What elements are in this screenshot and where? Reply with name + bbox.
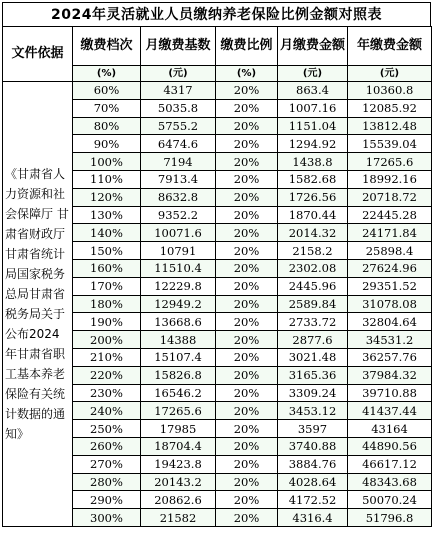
header-tier: 缴费档次	[73, 27, 141, 66]
cell-tier: 100%	[73, 153, 141, 171]
cell-tier: 120%	[73, 188, 141, 206]
cell-yearly: 31078.08	[348, 295, 432, 313]
cell-base: 10791	[141, 242, 216, 260]
cell-base: 7913.4	[141, 170, 216, 188]
cell-ratio: 20%	[216, 117, 278, 135]
cell-yearly: 44890.56	[348, 437, 432, 455]
cell-base: 17265.6	[141, 402, 216, 420]
header-ratio: 缴费比例	[216, 27, 278, 66]
cell-monthly: 2302.08	[278, 259, 348, 277]
cell-base: 7194	[141, 153, 216, 171]
cell-base: 5035.8	[141, 99, 216, 117]
table-body	[3, 82, 432, 527]
cell-ratio: 20%	[216, 153, 278, 171]
cell-base: 15826.8	[141, 366, 216, 384]
cell-base: 10071.6	[141, 224, 216, 242]
cell-monthly: 1726.56	[278, 188, 348, 206]
cell-yearly: 15539.04	[348, 135, 432, 153]
cell-ratio: 20%	[216, 259, 278, 277]
cell-tier: 170%	[73, 277, 141, 295]
cell-monthly: 863.4	[278, 82, 348, 100]
header-row	[3, 27, 432, 66]
cell-monthly: 1438.8	[278, 153, 348, 171]
cell-base: 13668.6	[141, 313, 216, 331]
cell-monthly: 1294.92	[278, 135, 348, 153]
cell-base: 21582	[141, 509, 216, 527]
cell-tier: 210%	[73, 348, 141, 366]
cell-base: 20862.6	[141, 491, 216, 509]
cell-ratio: 20%	[216, 170, 278, 188]
cell-base: 11510.4	[141, 259, 216, 277]
cell-tier: 150%	[73, 242, 141, 260]
cell-ratio: 20%	[216, 402, 278, 420]
cell-yearly: 41437.44	[348, 402, 432, 420]
cell-monthly: 2733.72	[278, 313, 348, 331]
cell-base: 4317	[141, 82, 216, 100]
cell-tier: 60%	[73, 82, 141, 100]
cell-tier: 290%	[73, 491, 141, 509]
cell-monthly: 4028.64	[278, 473, 348, 491]
cell-yearly: 22445.28	[348, 206, 432, 224]
cell-monthly: 1007.16	[278, 99, 348, 117]
cell-base: 16546.2	[141, 384, 216, 402]
cell-tier: 160%	[73, 259, 141, 277]
cell-tier: 230%	[73, 384, 141, 402]
cell-tier: 200%	[73, 331, 141, 349]
cell-monthly: 2445.96	[278, 277, 348, 295]
cell-monthly: 3884.76	[278, 455, 348, 473]
cell-base: 5755.2	[141, 117, 216, 135]
cell-ratio: 20%	[216, 242, 278, 260]
cell-monthly: 3453.12	[278, 402, 348, 420]
cell-yearly: 39710.88	[348, 384, 432, 402]
cell-tier: 180%	[73, 295, 141, 313]
cell-tier: 190%	[73, 313, 141, 331]
cell-ratio: 20%	[216, 491, 278, 509]
cell-tier: 80%	[73, 117, 141, 135]
cell-ratio: 20%	[216, 206, 278, 224]
cell-base: 12229.8	[141, 277, 216, 295]
table-title: 2024年灵活就业人员缴纳养老保险比例金额对照表	[2, 2, 431, 26]
cell-ratio: 20%	[216, 366, 278, 384]
cell-ratio: 20%	[216, 509, 278, 527]
cell-ratio: 20%	[216, 295, 278, 313]
cell-monthly: 1870.44	[278, 206, 348, 224]
cell-base: 9352.2	[141, 206, 216, 224]
cell-ratio: 20%	[216, 473, 278, 491]
cell-tier: 130%	[73, 206, 141, 224]
cell-yearly: 37984.32	[348, 366, 432, 384]
cell-yearly: 27624.96	[348, 259, 432, 277]
cell-base: 8632.8	[141, 188, 216, 206]
cell-tier: 240%	[73, 402, 141, 420]
cell-tier: 250%	[73, 420, 141, 438]
cell-ratio: 20%	[216, 384, 278, 402]
cell-yearly: 36257.76	[348, 348, 432, 366]
cell-monthly: 2158.2	[278, 242, 348, 260]
cell-ratio: 20%	[216, 135, 278, 153]
cell-yearly: 51796.8	[348, 509, 432, 527]
cell-yearly: 24171.84	[348, 224, 432, 242]
table-row	[3, 82, 432, 100]
header-base: 月缴费基数	[141, 27, 216, 66]
basis-document-cell: 《甘肃省人力资源和社会保障厅 甘肃省财政厅 甘肃省统计局国家税务总局甘肃省税务局关于公布2024年甘肃省职工基本养老保险有关统计数据的通知》	[3, 82, 73, 527]
header-monthly: 月缴费金额	[278, 27, 348, 66]
cell-yearly: 32804.64	[348, 313, 432, 331]
header-yearly: 年缴费金额	[348, 27, 432, 66]
unit-monthly: (元)	[278, 66, 348, 82]
cell-monthly: 3021.48	[278, 348, 348, 366]
cell-tier: 220%	[73, 366, 141, 384]
cell-ratio: 20%	[216, 277, 278, 295]
cell-ratio: 20%	[216, 224, 278, 242]
cell-yearly: 29351.52	[348, 277, 432, 295]
cell-monthly: 3740.88	[278, 437, 348, 455]
cell-base: 15107.4	[141, 348, 216, 366]
cell-yearly: 25898.4	[348, 242, 432, 260]
cell-tier: 270%	[73, 455, 141, 473]
cell-monthly: 3309.24	[278, 384, 348, 402]
cell-tier: 90%	[73, 135, 141, 153]
unit-tier: (%)	[73, 66, 141, 82]
cell-ratio: 20%	[216, 420, 278, 438]
cell-monthly: 3597	[278, 420, 348, 438]
cell-ratio: 20%	[216, 99, 278, 117]
unit-yearly: (元)	[348, 66, 432, 82]
cell-monthly: 2877.6	[278, 331, 348, 349]
cell-yearly: 10360.8	[348, 82, 432, 100]
cell-ratio: 20%	[216, 331, 278, 349]
cell-yearly: 17265.6	[348, 153, 432, 171]
cell-yearly: 50070.24	[348, 491, 432, 509]
cell-monthly: 1151.04	[278, 117, 348, 135]
cell-yearly: 13812.48	[348, 117, 432, 135]
cell-monthly: 1582.68	[278, 170, 348, 188]
cell-tier: 300%	[73, 509, 141, 527]
cell-monthly: 3165.36	[278, 366, 348, 384]
cell-ratio: 20%	[216, 188, 278, 206]
unit-base: (元)	[141, 66, 216, 82]
cell-monthly: 2589.84	[278, 295, 348, 313]
cell-tier: 280%	[73, 473, 141, 491]
cell-yearly: 20718.72	[348, 188, 432, 206]
cell-tier: 110%	[73, 170, 141, 188]
cell-base: 17985	[141, 420, 216, 438]
cell-monthly: 2014.32	[278, 224, 348, 242]
cell-base: 14388	[141, 331, 216, 349]
cell-monthly: 4172.52	[278, 491, 348, 509]
cell-tier: 70%	[73, 99, 141, 117]
cell-base: 6474.6	[141, 135, 216, 153]
contribution-table	[2, 26, 432, 527]
cell-base: 20143.2	[141, 473, 216, 491]
cell-base: 12949.2	[141, 295, 216, 313]
cell-ratio: 20%	[216, 348, 278, 366]
cell-tier: 140%	[73, 224, 141, 242]
cell-yearly: 43164	[348, 420, 432, 438]
cell-ratio: 20%	[216, 313, 278, 331]
cell-base: 18704.4	[141, 437, 216, 455]
cell-yearly: 46617.12	[348, 455, 432, 473]
cell-base: 19423.8	[141, 455, 216, 473]
cell-yearly: 34531.2	[348, 331, 432, 349]
cell-monthly: 4316.4	[278, 509, 348, 527]
contribution-table-sheet	[2, 2, 431, 552]
header-basis: 文件依据	[3, 27, 73, 82]
cell-ratio: 20%	[216, 437, 278, 455]
cell-tier: 260%	[73, 437, 141, 455]
cell-yearly: 18992.16	[348, 170, 432, 188]
cell-yearly: 48343.68	[348, 473, 432, 491]
cell-yearly: 12085.92	[348, 99, 432, 117]
cell-ratio: 20%	[216, 455, 278, 473]
cell-ratio: 20%	[216, 82, 278, 100]
unit-ratio: (%)	[216, 66, 278, 82]
